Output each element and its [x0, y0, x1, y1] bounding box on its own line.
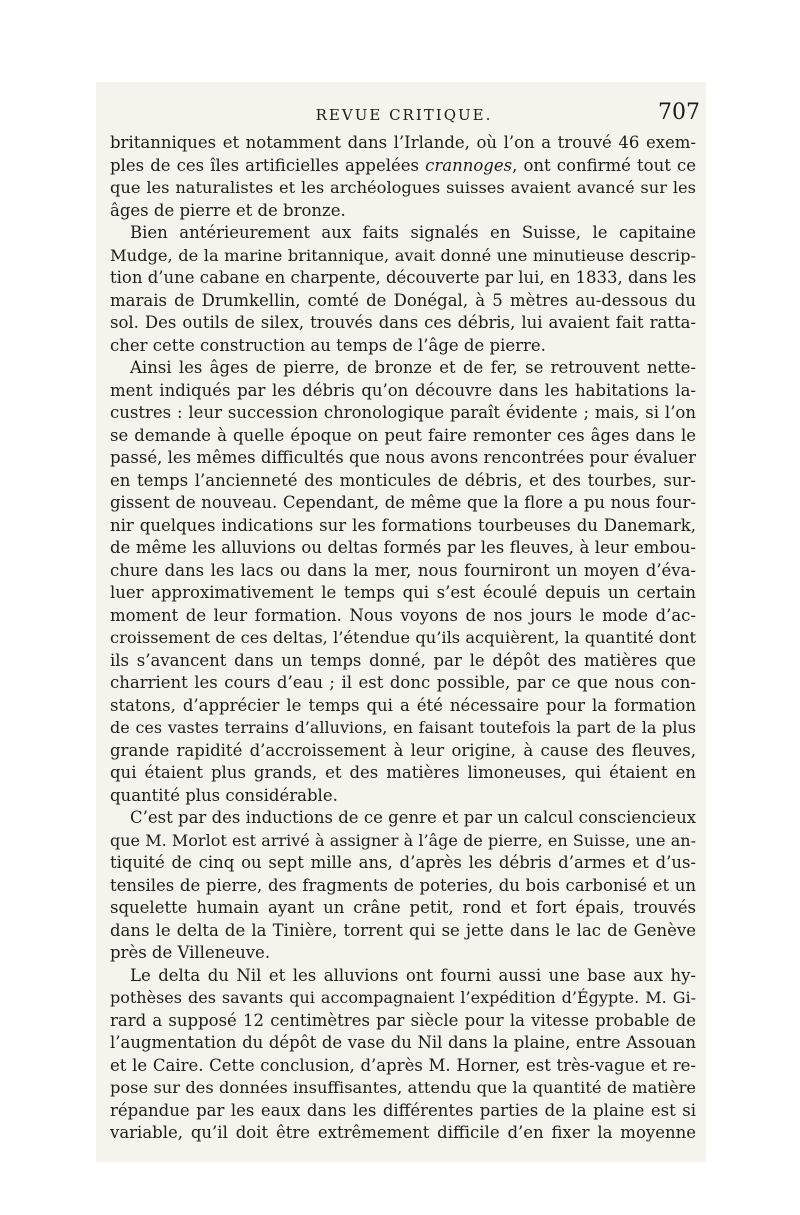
text-line: l’augmentation du dépôt de vase du Nil dans la plaine, entre Assouan [110, 1033, 696, 1052]
text-line: marais de Drumkellin, comté de Donégal, à 5 mètres au-dessous du [110, 290, 696, 310]
text-line: luer approximativement le temps qui s’est écoulé depuis un certain [110, 583, 696, 602]
text-line: tensiles de pierre, des fragments de poteries, du bois carbonisé et un [110, 875, 696, 895]
text-line: variable, qu’il doit être extrêmement difficile d’en fixer la moyenne [110, 1123, 696, 1142]
text-line: qui étaient plus grands, et des matières limoneuses, qui étaient en [110, 763, 696, 782]
text-line: nir quelques indications sur les formations tourbeuses du Danemark, [110, 515, 696, 535]
text-line: cher cette construction au temps de l’âge de pierre. [110, 335, 546, 355]
text-line: près de Villeneuve. [110, 943, 271, 962]
text-line: que les naturalistes et les archéologues suisses avaient avancé sur les [110, 178, 696, 197]
text-line: de même les alluvions ou deltas formés par les fleuves, à leur embou- [110, 538, 696, 557]
text-line: se demande à quelle époque on peut faire remonter ces âges dans le [110, 425, 696, 445]
text-line: répandue par les eaux dans les différentes parties de la plaine est si [110, 1100, 696, 1120]
text-line: dans le delta de la Tinière, torrent qui se jette dans le lac de Genève [110, 920, 696, 940]
text-line: squelette humain ayant un crâne petit, rond et fort épais, trouvés [110, 898, 696, 917]
text-line: quantité plus considérable. [110, 785, 338, 805]
text-line: chure dans les lacs ou dans la mer, nous fourniront un moyen d’éva- [110, 560, 696, 580]
text-line: moment de leur formation. Nous voyons de nos jours le mode d’ac- [110, 605, 696, 625]
text-line: en temps l’ancienneté des monticules de débris, et des tourbes, sur- [110, 470, 696, 490]
text-line: Mudge, de la marine britannique, avait donné une minutieuse descrip- [110, 245, 696, 265]
text-line: Bien antérieurement aux faits signalés en Suisse, le capitaine [130, 223, 696, 242]
text-line: croissement de ces deltas, l’étendue qu’ils acquièrent, la quantité dont [110, 628, 696, 647]
text-line: et le Caire. Cette conclusion, d’après M. Horner, est très-vague et re- [110, 1055, 696, 1075]
text-line: de ces vastes terrains d’alluvions, en faisant toutefois la part de la plus [110, 718, 696, 737]
text-line: rard a supposé 12 centimètres par siècle pour la vitesse probable de [110, 1010, 696, 1030]
text-line: charrient les cours d’eau ; il est donc possible, par ce que nous con- [110, 673, 696, 692]
text-line: Le delta du Nil et les alluvions ont fourni aussi une base aux hy- [130, 965, 696, 985]
text-line: grande rapidité d’accroissement à leur origine, à cause des fleuves, [110, 740, 696, 760]
text-line: C’est par des inductions de ce genre et par un calcul consciencieux [130, 808, 696, 827]
running-head [106, 100, 702, 130]
text-line: pothèses des savants qui accompagnaient l’expédition d’Égypte. M. Gi- [110, 988, 696, 1007]
text-line: gissent de nouveau. Cependant, de même que la flore a pu nous four- [110, 493, 696, 512]
page-number: 707 [658, 100, 700, 125]
text-line: que M. Morlot est arrivé à assigner à l’âge de pierre, en Suisse, une an- [110, 830, 696, 850]
text-line: statons, d’apprécier le temps qui a été nécessaire pour la formation [110, 695, 696, 715]
text-line: Ainsi les âges de pierre, de bronze et de fer, se retrouvent nette- [130, 358, 696, 377]
text-line: tiquité de cinq ou sept mille ans, d’après les débris d’armes et d’us- [110, 853, 696, 872]
text-line: ples de ces îles artificielles appelées crannoges, ont confirmé tout ce [110, 155, 696, 175]
text-line: tion d’une cabane en charpente, découverte par lui, en 1833, dans les [110, 268, 696, 287]
running-title: REVUE CRITIQUE. [315, 106, 493, 124]
body-text [110, 132, 696, 1145]
text-line: ils s’avancent dans un temps donné, par le dépôt des matières que [110, 650, 696, 670]
text-line: passé, les mêmes difficultés que nous avons rencontrées pour évaluer [110, 448, 696, 467]
text-line: âges de pierre et de bronze. [110, 200, 346, 220]
text-line: custres : leur succession chronologique paraît évidente ; mais, si l’on [110, 403, 696, 422]
text-line: ment indiqués par les débris qu’on découvre dans les habitations la- [110, 380, 696, 400]
text-line: sol. Des outils de silex, trouvés dans ces débris, lui avaient fait ratta- [110, 313, 696, 332]
text-line: britanniques et notamment dans l’Irlande, où l’on a trouvé 46 exem- [110, 133, 696, 152]
text-line: pose sur des données insuffisantes, attendu que la quantité de matière [110, 1078, 696, 1097]
